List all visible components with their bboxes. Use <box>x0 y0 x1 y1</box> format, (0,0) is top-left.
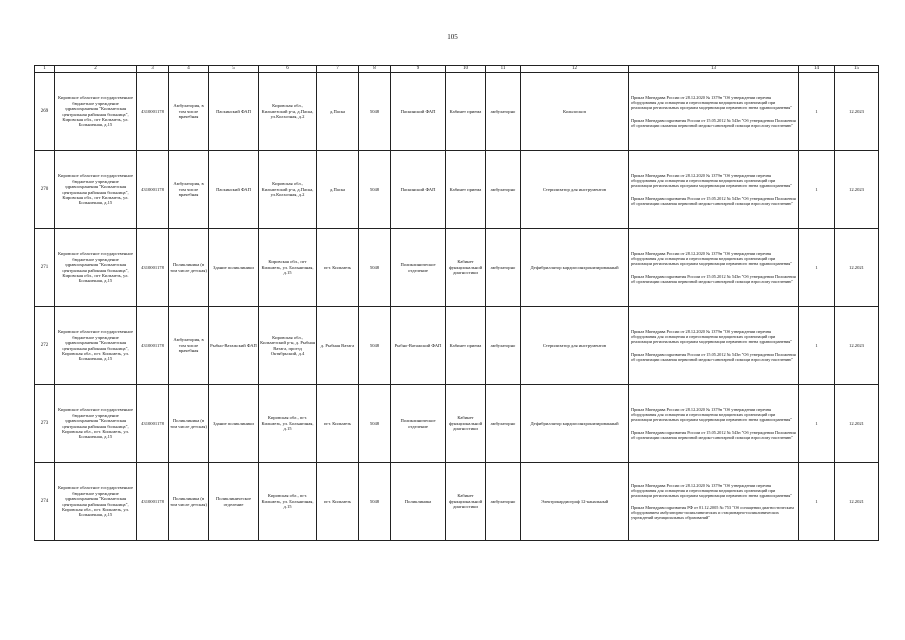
row-number: 273 <box>35 385 55 463</box>
inn-cell: 4310001178 <box>137 229 169 307</box>
table-row <box>35 151 879 229</box>
organization-cell: Кировское областное государственное бюджетное учреждение здравоохранения "Кильмезская центральная районная больница", Кировская обл., пгт. Кильмезь, ул. Больничная, д.15 <box>55 463 137 541</box>
device-cell: Дефибриллятор кардиосинхронизированный <box>521 385 629 463</box>
date-cell: 12.2023 <box>835 307 879 385</box>
header-cell: 3 <box>137 66 169 73</box>
header-cell: 7 <box>317 66 359 73</box>
row-number: 271 <box>35 229 55 307</box>
code-cell: 5048 <box>359 151 391 229</box>
care-type-cell: амбулаторно <box>486 385 521 463</box>
department-cell: Поликлиническое отделение <box>391 229 446 307</box>
department-cell: Поликлиническое отделение <box>391 385 446 463</box>
facility-type-cell: Амбулатория, в том числе врачебная <box>169 151 209 229</box>
header-cell: 4 <box>169 66 209 73</box>
inn-cell: 4310001178 <box>137 463 169 541</box>
order-primary: Приказ Минздрава России от 28.12.2020 № 1379н "Об утверждении перечня оборудования для оснащения и переоснащения медицинских организаций при реализации региональных программ модернизации первичного звена здравоохранения" <box>631 173 793 189</box>
organization-cell: Кировское областное государственное бюджетное учреждение здравоохранения "Кильмезская центральная районная больница", Кировская обл., пгт. Кильмезь, ул. Больничная, д.15 <box>55 385 137 463</box>
department-cell: Рыбно-Ватажский ФАП <box>391 307 446 385</box>
table-row <box>35 463 879 541</box>
order-secondary: Приказ Минздравсоцразвития России от 15.05.2012 № 543н "Об утверждении Положения об организации оказания первичной медико-санитарной помощи взрослому населению" <box>631 273 796 284</box>
quantity-cell: 1 <box>799 151 835 229</box>
table-row <box>35 229 879 307</box>
address-cell: Кировская обл., пгт Кильмезь, ул. Больничная, д.15 <box>259 229 317 307</box>
date-cell: 12.2023 <box>835 151 879 229</box>
header-cell: 10 <box>446 66 486 73</box>
order-primary: Приказ Минздрава России от 28.12.2020 № 1379н "Об утверждении перечня оборудования для оснащения и переоснащения медицинских организаций при реализации региональных программ модернизации первичного звена здравоохранения" <box>631 95 793 111</box>
department-cell: Паскинский ФАП <box>391 151 446 229</box>
care-type-cell: амбулаторно <box>486 151 521 229</box>
locality-cell: д.Паска <box>317 151 359 229</box>
order-primary: Приказ Минздрава России от 28.12.2020 № 1379н "Об утверждении перечня оборудования для оснащения и переоснащения медицинских организаций при реализации региональных программ модернизации первичного звена здравоохранения" <box>631 251 793 267</box>
legal-basis-cell <box>629 463 799 541</box>
legal-basis-cell <box>629 307 799 385</box>
table-row <box>35 73 879 151</box>
order-primary: Приказ Минздрава России от 28.12.2020 № 1379н "Об утверждении перечня оборудования для оснащения и переоснащения медицинских организаций при реализации региональных программ модернизации первичного звена здравоохранения" <box>631 407 793 423</box>
unit-cell: Здание поликлиники <box>209 229 259 307</box>
table-row <box>35 385 879 463</box>
address-cell: Кировская обл., пгт. Кильмезь, ул. Больничная, д.15 <box>259 463 317 541</box>
quantity-cell: 1 <box>799 385 835 463</box>
care-type-cell: амбулаторно <box>486 229 521 307</box>
header-row <box>35 66 879 73</box>
header-cell: 6 <box>259 66 317 73</box>
unit-cell: Рыбно-Ватажский ФАП <box>209 307 259 385</box>
header-cell: 2 <box>55 66 137 73</box>
header-cell: 1 <box>35 66 55 73</box>
organization-cell: Кировское областное государственное бюджетное учреждение здравоохранения "Кильмезская центральная районная больница", Кировская обл., пгт Кильмезь, ул. Больничная, д.15 <box>55 73 137 151</box>
inn-cell: 4310001178 <box>137 151 169 229</box>
unit-cell: Паскинский ФАП <box>209 73 259 151</box>
address-cell: Кировская обл., пгт. Кильмезь, ул. Больничная, д.15 <box>259 385 317 463</box>
header-cell: 9 <box>391 66 446 73</box>
legal-basis-cell <box>629 229 799 307</box>
organization-cell: Кировское областное государственное бюджетное учреждение здравоохранения "Кильмезская центральная районная больница", Кировская обл., пгт Кильмезь, ул. Больничная, д.15 <box>55 229 137 307</box>
code-cell: 5048 <box>359 463 391 541</box>
inn-cell: 4310001178 <box>137 385 169 463</box>
legal-basis-cell <box>629 151 799 229</box>
address-cell: Кировская обл., Кильмезский р-н, д.Паска, ул.Колхозная, д.2 <box>259 73 317 151</box>
quantity-cell: 1 <box>799 463 835 541</box>
room-cell: Кабинет приема <box>446 151 486 229</box>
code-cell: 5048 <box>359 307 391 385</box>
row-number: 274 <box>35 463 55 541</box>
device-cell: Стерилизатор для инструментов <box>521 307 629 385</box>
date-cell: 12.2021 <box>835 385 879 463</box>
room-cell: Кабинет приема <box>446 307 486 385</box>
legal-basis-cell <box>629 385 799 463</box>
unit-cell: Здание поликлиники <box>209 385 259 463</box>
organization-cell: Кировское областное государственное бюджетное учреждение здравоохранения "Кильмезская центральная районная больница", Кировская обл., пгт. Кильмезь, ул. Больничная, д.15 <box>55 307 137 385</box>
locality-cell: д. Рыбная Ватага <box>317 307 359 385</box>
device-cell: Дефибриллятор кардиосинхронизированный <box>521 229 629 307</box>
device-cell: Кольпоскоп <box>521 73 629 151</box>
header-cell: 12 <box>521 66 629 73</box>
care-type-cell: амбулаторно <box>486 463 521 541</box>
date-cell: 12.2023 <box>835 73 879 151</box>
order-secondary: Приказ Минздравсоцразвития России от 15.05.2012 № 543н "Об утверждении Положения об организации оказания первичной медико-санитарной помощи взрослому населению" <box>631 117 796 128</box>
date-cell: 12.2021 <box>835 463 879 541</box>
order-primary: Приказ Минздрава России от 28.12.2020 № 1379н "Об утверждении перечня оборудования для оснащения и переоснащения медицинских организаций при реализации региональных программ модернизации первичного звена здравоохранения" <box>631 482 793 498</box>
quantity-cell: 1 <box>799 73 835 151</box>
facility-type-cell: Поликлиника (в том числе детская) <box>169 463 209 541</box>
row-number: 270 <box>35 151 55 229</box>
facility-type-cell: Амбулатория, в том числе врачебная <box>169 307 209 385</box>
code-cell: 5048 <box>359 73 391 151</box>
code-cell: 5048 <box>359 385 391 463</box>
equipment-table <box>34 65 879 541</box>
locality-cell: пгт. Кильмезь <box>317 385 359 463</box>
address-cell: Кировская обл., Кильмезский р-н, д.Паска, ул.Колхозная, д.2 <box>259 151 317 229</box>
code-cell: 5048 <box>359 229 391 307</box>
facility-type-cell: Амбулатория, в том числе врачебная <box>169 73 209 151</box>
care-type-cell: амбулаторно <box>486 307 521 385</box>
header-cell: 11 <box>486 66 521 73</box>
device-cell: Электрокардиограф 12-канальный <box>521 463 629 541</box>
legal-basis-cell <box>629 73 799 151</box>
table-row <box>35 307 879 385</box>
row-number: 272 <box>35 307 55 385</box>
facility-type-cell: Поликлиника (в том числе детская) <box>169 229 209 307</box>
order-secondary: Приказ Минздравсоцразвития РФ от 01.12.2005 № 753 "Об оснащении диагностическим оборудованием амбулаторно-поликлинических и стационарно-поликлинических учреждений муниципальных образований" <box>631 505 794 521</box>
locality-cell: д.Паска <box>317 73 359 151</box>
header-cell: 15 <box>835 66 879 73</box>
department-cell: Поликлиника <box>391 463 446 541</box>
room-cell: Кабинет приема <box>446 73 486 151</box>
facility-type-cell: Поликлиника (в том числе детская) <box>169 385 209 463</box>
header-cell: 8 <box>359 66 391 73</box>
room-cell: Кабинет функциональной диагностики <box>446 385 486 463</box>
row-number: 269 <box>35 73 55 151</box>
header-cell: 13 <box>629 66 799 73</box>
order-primary: Приказ Минздрава России от 28.12.2020 № 1379н "Об утверждении перечня оборудования для оснащения и переоснащения медицинских организаций при реализации региональных программ модернизации первичного звена здравоохранения" <box>631 329 793 345</box>
quantity-cell: 1 <box>799 229 835 307</box>
header-cell: 5 <box>209 66 259 73</box>
order-secondary: Приказ Минздравсоцразвития России от 15.05.2012 № 543н "Об утверждении Положения об организации оказания первичной медико-санитарной помощи взрослому населению" <box>631 429 796 440</box>
inn-cell: 4310001178 <box>137 73 169 151</box>
date-cell: 12.2021 <box>835 229 879 307</box>
unit-cell: Паскинский ФАП <box>209 151 259 229</box>
header-cell: 14 <box>799 66 835 73</box>
unit-cell: Поликлиническое отделение <box>209 463 259 541</box>
room-cell: Кабинет функциональной диагностики <box>446 463 486 541</box>
inn-cell: 4310001178 <box>137 307 169 385</box>
quantity-cell: 1 <box>799 307 835 385</box>
care-type-cell: амбулаторно <box>486 73 521 151</box>
locality-cell: пгт. Кильмезь <box>317 463 359 541</box>
organization-cell: Кировское областное государственное бюджетное учреждение здравоохранения "Кильмезская центральная районная больница", Кировская обл., пгт Кильмезь, ул. Больничная, д.15 <box>55 151 137 229</box>
department-cell: Паскинский ФАП <box>391 73 446 151</box>
room-cell: Кабинет функциональной диагностики <box>446 229 486 307</box>
locality-cell: пгт. Кильмезь <box>317 229 359 307</box>
page-number: 105 <box>447 33 458 41</box>
address-cell: Кировская обл., Кильмезский р-н, д. Рыбная Ватага, проезд Октябрьский, д.4 <box>259 307 317 385</box>
device-cell: Стерилизатор для инструментов <box>521 151 629 229</box>
order-secondary: Приказ Минздравсоцразвития России от 15.05.2012 № 543н "Об утверждении Положения об организации оказания первичной медико-санитарной помощи взрослому населению" <box>631 195 796 206</box>
order-secondary: Приказ Минздравсоцразвития России от 15.05.2012 № 543н "Об утверждении Положения об организации оказания первичной медико-санитарной помощи взрослому населению" <box>631 351 796 362</box>
